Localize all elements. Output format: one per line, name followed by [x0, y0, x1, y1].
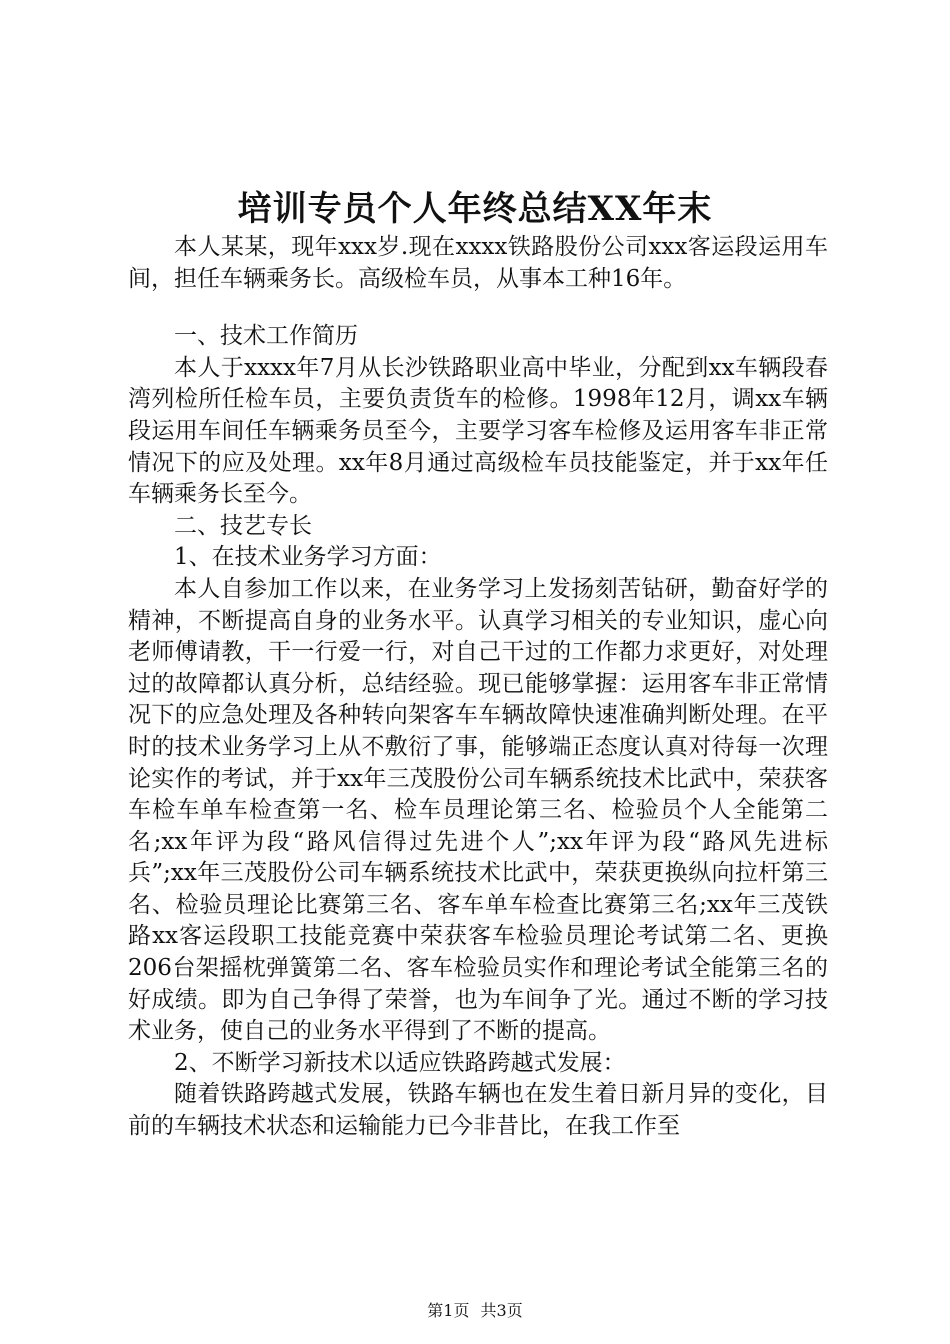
document-body — [128, 232, 828, 1143]
work-history-paragraph: 本人于xxxx年7月从长沙铁路职业高中毕业，分配到xx车辆段春湾列检所任检车员，主要负责货车的检修。1998年12月，调xx车辆段运用车间任车辆乘务员至今，主要学习客车检修及运用客车非正常情况下的应及处理。xx年8月通过高级检车员技能鉴定，并于xx年任车辆乘务长至今。 — [128, 354, 828, 508]
document-title: 培训专员个人年终总结XX年末 — [237, 189, 713, 229]
study-paragraph: 本人自参加工作以来，在业务学习上发扬刻苦钻研，勤奋好学的精神，不断提高自身的业务水平。认真学习相关的专业知识，虚心向老师傅请教，干一行爱一行，对自己干过的工作都力求更好，对处理过的故障都认真分析，总结经验。现已能够掌握：运用客车非正常情况下的应急处理及各种转向架客车车辆故障快速准确判断处理。在平时的技术业务学习上从不敷衍了事，能够端正态度认真对待每一次理论实作的考试，并于xx年三茂股份公司车辆系统技术比武中，荣获客车检车单车检查第一名、检车员理论第三名、检验员个人全能第二名;xx年评为段“路风信得过先进个人”;xx年评为段“路风先进标兵”;xx年三茂股份公司车辆系统技术比武中，荣获更换纵向拉杆第三名、检验员理论比赛第三名、客车单车检查比赛第三名;xx年三茂铁路xx客运段职工技能竞赛中荣获客车检验员理论考试第二名、更换206台架摇枕弹簧第二名、客车检验员实作和理论考试全能第三名的好成绩。即为自己争得了荣誉，也为车间争了光。通过不断的学习技术业务，使自己的业务水平得到了不断的提高。 — [128, 575, 828, 1045]
new-tech-paragraph: 随着铁路跨越式发展，铁路车辆也在发生着日新月异的变化，目前的车辆技术状态和运输能力已今非昔比，在我工作至 — [128, 1081, 828, 1140]
subsection-heading-new-tech: 2、不断学习新技术以适应铁路跨越式发展： — [174, 1049, 626, 1076]
subsection-heading-study: 1、在技术业务学习方面： — [174, 544, 442, 571]
section-heading-skills: 二、技艺专长 — [174, 512, 312, 539]
intro-paragraph: 本人某某，现年xxx岁.现在xxxx铁路股份公司xxx客运段运用车间，担任车辆乘务长。高级检车员，从事本工种16年。 — [128, 234, 828, 292]
section-heading-work-history: 一、技术工作简历 — [174, 323, 358, 350]
page-footer: 第1页 共3页 — [427, 1301, 523, 1320]
